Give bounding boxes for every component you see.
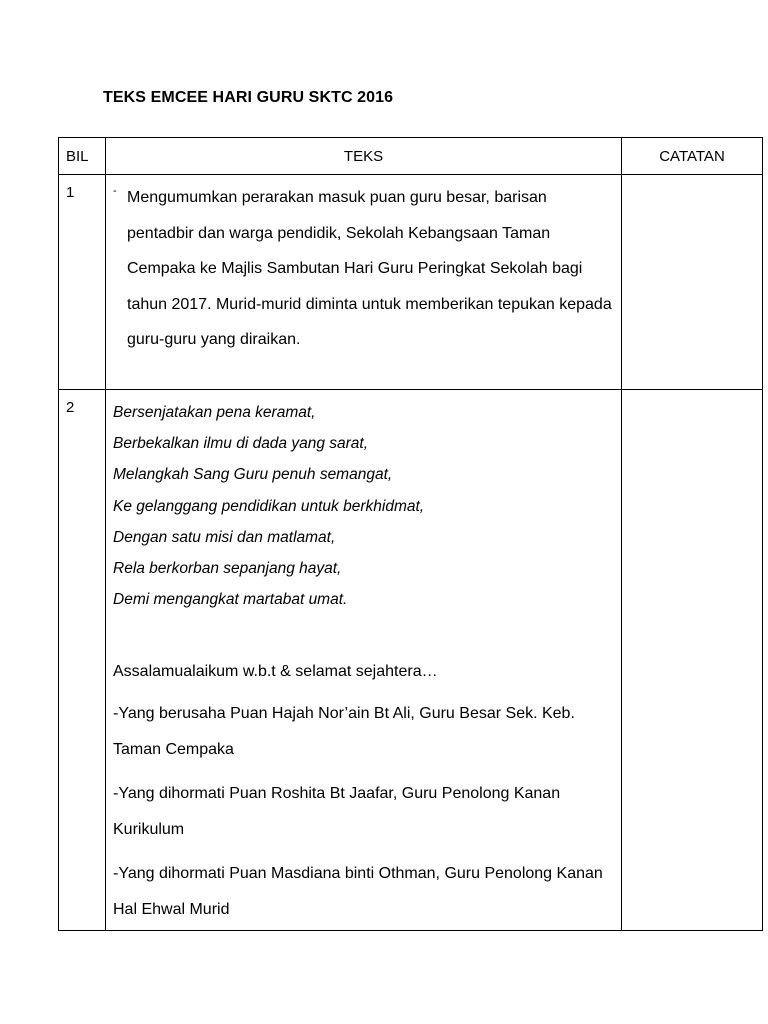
table-header-row: [59, 138, 763, 175]
greeting-text: Assalamualaikum w.b.t & selamat sejahtera…: [113, 663, 438, 681]
poem-line: Berbekalkan ilmu di dada yang sarat,: [113, 435, 369, 453]
poem-line: Ke gelanggang pendidikan untuk berkhidmat,: [113, 497, 425, 515]
dignitary-item: -Yang dihormati Puan Roshita Bt Jaafar, Guru Penolong Kanan Kurikulum: [113, 785, 561, 838]
document-title: TEKS EMCEE HARI GURU SKTC 2016: [103, 89, 394, 106]
row-number: 1: [59, 175, 106, 390]
emcee-script-table: [58, 137, 763, 931]
announcement-text: Mengumumkan perarakan masuk puan guru besar, barisan pentadbir dan warga pendidik, Sekolah Kebangsaan Taman Cempaka ke Majlis Sambutan Hari Guru Peringkat Sekolah bagi tahun 2017. Murid-murid diminta untuk memberikan tepukan kepada guru-guru yang diraikan.: [127, 189, 612, 348]
dignitary-item: -Yang dihormati Puan Masdiana binti Othman, Guru Penolong Kanan Hal Ehwal Murid: [113, 865, 603, 918]
row-number: 2: [59, 390, 106, 931]
poem-line: Dengan satu misi dan matlamat,: [113, 528, 336, 546]
row-teks-cell: [106, 175, 622, 390]
table-row: [59, 390, 763, 931]
header-bil: BIL: [59, 138, 106, 175]
bullet-dash: -: [113, 185, 117, 197]
table-row: [59, 175, 763, 390]
poem-line: Demi mengangkat martabat umat.: [113, 591, 348, 609]
row-catatan-cell: [622, 175, 763, 390]
header-teks: TEKS: [106, 138, 622, 175]
opening-poem: [113, 397, 615, 615]
row-catatan-cell: [622, 390, 763, 931]
poem-line: Bersenjatakan pena keramat,: [113, 404, 316, 421]
header-catatan: CATATAN: [622, 138, 763, 175]
poem-line: Rela berkorban sepanjang hayat,: [113, 560, 342, 578]
dignitary-item: -Yang berusaha Puan Hajah Nor’ain Bt Ali, Guru Besar Sek. Keb. Taman Cempaka: [113, 705, 575, 758]
row-teks-cell: [106, 390, 622, 931]
poem-line: Melangkah Sang Guru penuh semangat,: [113, 466, 393, 484]
